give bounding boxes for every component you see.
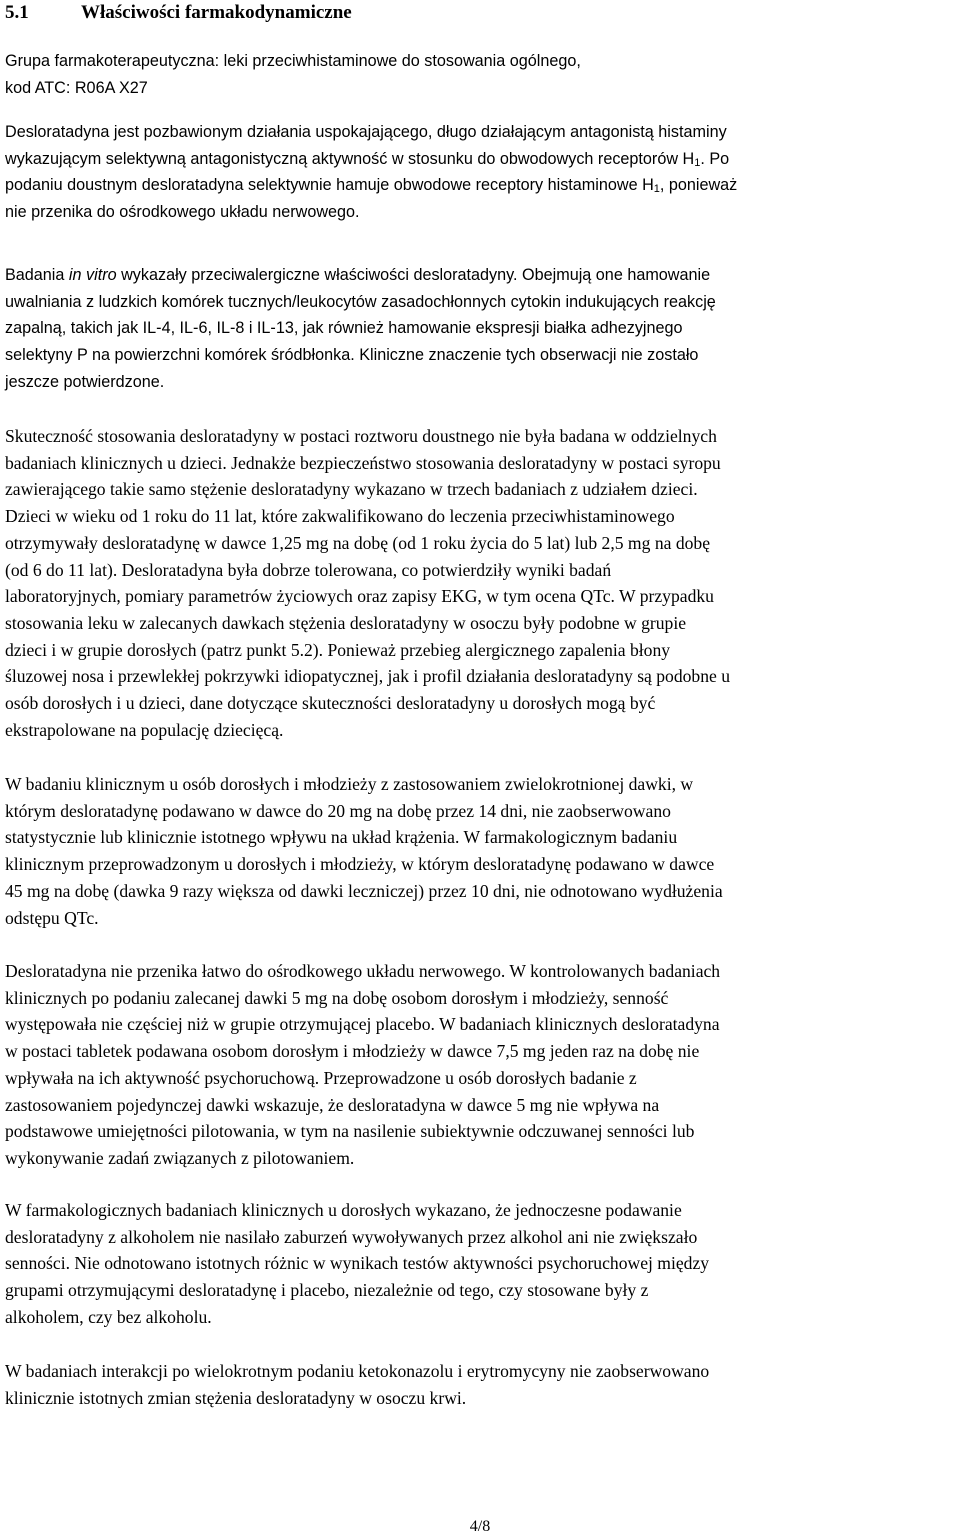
text-line (5, 146, 737, 173)
text-line: Skuteczność stosowania desloratadyny w postaci roztworu doustnego nie była badana w oddzielnych (5, 426, 717, 446)
text-segment: , ponieważ (659, 176, 738, 195)
paragraph-cns (5, 958, 720, 1172)
page-number: 4/8 (469, 1518, 491, 1535)
paragraph-in-vitro (5, 262, 716, 396)
text-line: otrzymywały desloratadynę w dawce 1,25 mg na dobę (od 1 roku życia do 5 lat) lub 2,5 mg na dobę (5, 532, 711, 553)
paragraph-mechanism (5, 119, 737, 226)
section-number: 5.1 (5, 2, 29, 23)
subscript: 1 (694, 156, 701, 169)
text-line: Dzieci w wieku od 1 roku do 11 lat, które zakwalifikowano do leczenia przeciwhistaminowego (5, 506, 675, 527)
text-line: W badaniu klinicznym u osób dorosłych i młodzieży z zastosowaniem zwielokrotnionej dawki, w (5, 774, 694, 794)
text-line: uwalniania z ludzkich komórek tucznych/leukocytów zasadochłonnych cytokin indukujących reakcję (5, 292, 716, 311)
section-title: Właściwości farmakodynamiczne (81, 2, 352, 23)
text-line: osób dorosłych i u dzieci, dane dotyczące skuteczności desloratadyny u dorosłych mogą być (5, 693, 656, 714)
atc-code-line: kod ATC: R06A X27 (5, 78, 148, 97)
text-line: klinicznych po podaniu zalecanej dawki 5 mg na dobę osobom dorosłym i młodzieży, senność (5, 987, 669, 1008)
text-segment: . Po (700, 149, 730, 168)
text-line: grupami otrzymującymi desloratadynę i placebo, niezależnie od tego, czy stosowane były z (5, 1280, 649, 1301)
text-line: selektyny P na powierzchni komórek śródbłonka. Kliniczne znaczenie tych obserwacji nie zostało (5, 346, 699, 365)
text-line: statystycznie lub klinicznie istotnego wpływu na układ krążenia. W farmakologicznym badaniu (5, 827, 678, 848)
text-line: W badaniach interakcji po wielokrotnym podaniu ketokonazolu i erytromycyny nie zaobserwowano (5, 1361, 710, 1381)
text-line: Desloratadyna nie przenika łatwo do ośrodkowego układu nerwowego. W kontrolowanych badaniach (5, 961, 721, 981)
text-segment: wykazującym selektywną antagonistyczną aktywność w stosunku do obwodowych receptorów H (5, 149, 695, 168)
text-line (5, 262, 716, 289)
paragraph-pediatric (5, 423, 730, 743)
text-line: zapalną, takich jak IL-4, IL-6, IL-8 i IL-13, jak również hamowanie ekspresji białka adhezyjnego (5, 319, 683, 338)
paragraph-interactions (5, 1358, 709, 1411)
group-line: Grupa farmakoterapeutyczna: leki przeciwhistaminowe do stosowania ogólnego, (5, 52, 581, 70)
section-heading (5, 0, 352, 24)
text-line: podstawowe umiejętności pilotowania, w tym na nasilenie subiektywnie odczuwanej senności lub (5, 1121, 695, 1142)
paragraph-cardiac (5, 771, 723, 931)
text-line: badaniach klinicznych u dzieci. Jednakże bezpieczeństwo stosowania desloratadyny w postaci syropu (5, 452, 721, 473)
text-line: nie przenika do ośrodkowego układu nerwowego. (5, 203, 360, 222)
text-segment: wykazały przeciwalergiczne właściwości desloratadyny. Obejmują one hamowanie (116, 266, 711, 284)
text-line: dzieci i w grupie dorosłych (patrz punkt 5.2). Ponieważ przebieg alergicznego zapalenia błony (5, 639, 671, 660)
text-line: ekstrapolowane na populację dziecięcą. (5, 719, 284, 740)
text-line: klinicznym przeprowadzonym u dorosłych i młodzieży, w którym desloratadynę podawano w dawce (5, 854, 715, 875)
subscript: 1 (653, 183, 660, 196)
italic-text: in vitro (68, 266, 117, 284)
text-line: w postaci tabletek podawana osobom dorosłym i młodzieży w dawce 7,5 mg jeden raz na dobę nie (5, 1041, 700, 1062)
text-line: klinicznie istotnych zmian stężenia desloratadyny w osoczu krwi. (5, 1387, 467, 1408)
text-line: którym desloratadynę podawano w dawce do 20 mg na dobę przez 14 dni, nie zaobserwowano (5, 800, 671, 821)
paragraph-alcohol (5, 1197, 709, 1331)
text-line: alkoholem, czy bez alkoholu. (5, 1306, 212, 1327)
pharmacotherapeutic-group (5, 48, 581, 101)
text-line: laboratoryjnych, pomiary parametrów życiowych oraz zapisy EKG, w tym ocena QTc. W przypadku (5, 586, 714, 607)
text-line: zawierającego takie samo stężenie desloratadyny wykazano w trzech badaniach z udziałem dzieci. (5, 479, 698, 500)
text-line: desloratadyny z alkoholem nie nasilało zaburzeń wywoływanych przez alkohol ani nie zwiększało (5, 1226, 698, 1247)
text-line: wpływała na ich aktywność psychoruchową. Przeprowadzone u osób dorosłych badanie z (5, 1067, 637, 1088)
text-line: wykonywanie zadań związanych z pilotowaniem. (5, 1147, 355, 1168)
text-line: odstępu QTc. (5, 907, 99, 928)
text-segment: podaniu doustnym desloratadyna selektywnie hamuje obwodowe receptory histaminowe H (5, 176, 654, 195)
text-line (5, 172, 737, 199)
text-line: Desloratadyna jest pozbawionym działania uspokajającego, długo działającym antagonistą histaminy (5, 123, 727, 141)
text-line: (od 6 do 11 lat). Desloratadyna była dobrze tolerowana, co potwierdziły wyniki badań (5, 559, 612, 580)
text-line: zastosowaniem pojedynczej dawki wskazuje, że desloratadyna w dawce 5 mg nie wpływa na (5, 1094, 660, 1115)
text-line: 45 mg na dobę (dawka 9 razy większa od dawki leczniczej) przez 10 dni, nie odnotowano wydłużenia (5, 880, 723, 901)
text-segment: Badania (5, 266, 69, 284)
text-line: stosowania leku w zalecanych dawkach stężenia desloratadyny w osoczu były podobne w grupie (5, 612, 687, 633)
text-line: śluzowej nosa i przewlekłej pokrzywki idiopatycznej, jak i profil działania desloratadyny są podobne u (5, 666, 731, 687)
text-line: jeszcze potwierdzone. (5, 372, 165, 391)
text-line: występowała nie częściej niż w grupie otrzymującej placebo. W badaniach klinicznych desloratadyna (5, 1014, 720, 1035)
text-line: W farmakologicznych badaniach klinicznych u dorosłych wykazano, że jednoczesne podawanie (5, 1200, 682, 1220)
text-line: senności. Nie odnotowano istotnych różnic w wynikach testów aktywności psychoruchowej między (5, 1253, 710, 1274)
